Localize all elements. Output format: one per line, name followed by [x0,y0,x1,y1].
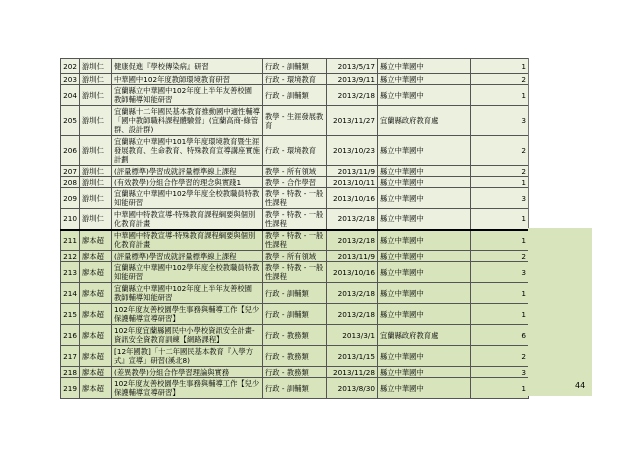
organizer: 縣立中華國中 [378,209,471,230]
course-category: 行政 - 教務類 [263,367,327,378]
organizer: 縣立中華國中 [378,283,471,304]
course-date: 2013/11/9 [327,251,378,262]
course-category: 教學 - 所有領域 [263,251,327,262]
course-title: 102年度友善校園學生事務與輔導工作【兒少保護輔導宣導研習】 [112,304,263,325]
row-number: 214 [61,283,80,304]
teacher-name: 廖本超 [80,367,112,378]
course-date: 2013/2/18 [327,209,378,230]
hours: 3 [471,367,529,378]
organizer: 縣立中華國中 [378,304,471,325]
teacher-name: 廖本超 [80,283,112,304]
course-date: 2013/2/18 [327,304,378,325]
course-date: 2013/10/23 [327,136,378,166]
teacher-name: 游圳仁 [80,188,112,209]
course-title: 宜蘭縣立中華國中102年度上半年友善校園 教師輔導知能研習 [112,283,263,304]
course-category: 行政 - 環境教育 [263,74,327,85]
teacher-name: 游圳仁 [80,74,112,85]
row-number: 209 [61,188,80,209]
row-number: 202 [61,59,80,74]
table-row [61,346,529,367]
course-title: 102年度宜蘭縣國民中小學校資訊安全計畫-資訊安全資教育訓練【網路課程】 [112,325,263,346]
course-date: 2013/11/27 [327,106,378,136]
organizer: 縣立中華國中 [378,367,471,378]
course-date: 2013/2/18 [327,85,378,106]
table-row [61,106,529,136]
course-title: 中華國中102年度教師環境教育研習 [112,74,263,85]
organizer: 縣立中華國中 [378,59,471,74]
teacher-name: 游圳仁 [80,136,112,166]
teacher-name: 游圳仁 [80,59,112,74]
table-row [61,177,529,188]
hours: 2 [471,251,529,262]
row-number: 219 [61,378,80,399]
course-title: [12年國教]「十二年國民基本教育『入學方式』宣導」研習(溪北8) [112,346,263,367]
hours: 2 [471,346,529,367]
teacher-name: 廖本超 [80,230,112,251]
hours: 3 [471,262,529,283]
organizer: 縣立中華國中 [378,74,471,85]
teacher-name: 廖本超 [80,251,112,262]
course-category: 行政 - 訓輔類 [263,59,327,74]
course-date: 2013/2/18 [327,283,378,304]
hours: 3 [471,188,529,209]
course-title: 中華國中特教宣導-特殊教育課程綱要與個別化教育計畫 [112,230,263,251]
teacher-name: 游圳仁 [80,166,112,177]
course-category: 教學 - 生涯發展教育 [263,106,327,136]
highlight-block [528,228,592,396]
table-row [61,209,529,230]
table-body [61,59,529,399]
course-title: 中華國中特教宣導-特殊教育課程綱要與個別化教育計畫 [112,209,263,230]
table-row [61,85,529,106]
course-category: 教學 - 所有領域 [263,166,327,177]
organizer: 縣立中華國中 [378,85,471,106]
table-row [61,325,529,346]
course-category: 行政 - 訓輔類 [263,304,327,325]
course-date: 2013/11/9 [327,166,378,177]
table-row [61,59,529,74]
organizer: 縣立中華國中 [378,262,471,283]
course-title: (評量標準)學習成就評量標準線上課程 [112,166,263,177]
row-number: 210 [61,209,80,230]
hours: 2 [471,74,529,85]
course-category: 行政 - 訓輔類 [263,378,327,399]
hours: 1 [471,304,529,325]
hours: 1 [471,230,529,251]
row-number: 204 [61,85,80,106]
course-category: 教學 - 合作學習 [263,177,327,188]
organizer: 縣立中華國中 [378,378,471,399]
course-category: 教學 - 特教 - 一般性課程 [263,209,327,230]
course-title: 宜蘭縣立中華國中102年度上半年友善校園 教師輔導知能研習 [112,85,263,106]
course-title: 宜蘭縣十二年國民基本教育推動國中適性輔導「國中教師職科課程體驗營」(宜蘭高商-綠管群、設計群) [112,106,263,136]
row-number: 217 [61,346,80,367]
organizer: 縣立中華國中 [378,188,471,209]
course-date: 2013/9/11 [327,74,378,85]
teacher-name: 廖本超 [80,304,112,325]
course-category: 行政 - 訓輔類 [263,283,327,304]
course-date: 2013/10/16 [327,188,378,209]
teacher-name: 廖本超 [80,325,112,346]
row-number: 212 [61,251,80,262]
hours: 1 [471,378,529,399]
table-row [61,74,529,85]
organizer: 宜蘭縣政府教育處 [378,325,471,346]
organizer: 縣立中華國中 [378,251,471,262]
row-number: 205 [61,106,80,136]
hours: 1 [471,177,529,188]
row-number: 218 [61,367,80,378]
teacher-name: 游圳仁 [80,106,112,136]
hours: 1 [471,85,529,106]
table-row [61,378,529,399]
table-row [61,166,529,177]
organizer: 縣立中華國中 [378,177,471,188]
course-date: 2013/8/30 [327,378,378,399]
organizer: 宜蘭縣政府教育處 [378,106,471,136]
course-title: (差異教學)分組合作學習理論與實務 [112,367,263,378]
training-records-table [60,58,529,399]
hours: 2 [471,166,529,177]
row-number: 211 [61,230,80,251]
course-title: 宜蘭縣立中華國中101學年度環境教育暨生涯發展教育、生命教育、特殊教育宣導講座實施計劃 [112,136,263,166]
course-category: 教學 - 特教 - 一般性課程 [263,262,327,283]
table-row [61,230,529,251]
teacher-name: 廖本超 [80,378,112,399]
teacher-name: 游圳仁 [80,85,112,106]
course-title: 宜蘭縣立中華國中102學年度全校教職員特教知能研習 [112,262,263,283]
hours: 3 [471,106,529,136]
course-category: 行政 - 教務類 [263,325,327,346]
course-date: 2013/10/16 [327,262,378,283]
hours: 6 [471,325,529,346]
table-row [61,251,529,262]
table-row [61,262,529,283]
course-date: 2013/5/17 [327,59,378,74]
row-number: 206 [61,136,80,166]
row-number: 213 [61,262,80,283]
teacher-name: 廖本超 [80,262,112,283]
table-row [61,304,529,325]
course-date: 2013/2/18 [327,230,378,251]
course-category: 教學 - 特教 - 一般性課程 [263,188,327,209]
course-category: 行政 - 訓輔類 [263,85,327,106]
row-number: 216 [61,325,80,346]
organizer: 縣立中華國中 [378,346,471,367]
hours: 1 [471,59,529,74]
course-title: 102年度友善校園學生事務與輔導工作【兒少保護輔導宣導研習】 [112,378,263,399]
teacher-name: 游圳仁 [80,209,112,230]
hours: 2 [471,136,529,166]
table-row [61,367,529,378]
organizer: 縣立中華國中 [378,230,471,251]
row-number: 208 [61,177,80,188]
table-row [61,188,529,209]
training-records-sheet [60,58,528,396]
row-number: 203 [61,74,80,85]
row-number: 207 [61,166,80,177]
course-title: 宜蘭縣立中華國中102學年度全校教職員特教知能研習 [112,188,263,209]
course-date: 2013/1/15 [327,346,378,367]
teacher-name: 游圳仁 [80,177,112,188]
course-date: 2013/11/28 [327,367,378,378]
page-number: 44 [575,381,586,390]
teacher-name: 廖本超 [80,346,112,367]
course-category: 行政 - 教務類 [263,346,327,367]
course-title: (評量標準)學習成就評量標準線上課程 [112,251,263,262]
table-row [61,283,529,304]
hours: 1 [471,283,529,304]
row-number: 215 [61,304,80,325]
organizer: 縣立中華國中 [378,136,471,166]
course-date: 2013/3/1 [327,325,378,346]
course-date: 2013/10/11 [327,177,378,188]
table-row [61,136,529,166]
hours: 1 [471,209,529,230]
course-title: 健康促進『學校傳染病』研習 [112,59,263,74]
course-title: (有效教學)分組合作學習的理念與實踐1 [112,177,263,188]
course-category: 教學 - 特教 - 一般性課程 [263,230,327,251]
course-category: 行政 - 環境教育 [263,136,327,166]
right-border-line [528,58,529,228]
organizer: 縣立中華國中 [378,166,471,177]
